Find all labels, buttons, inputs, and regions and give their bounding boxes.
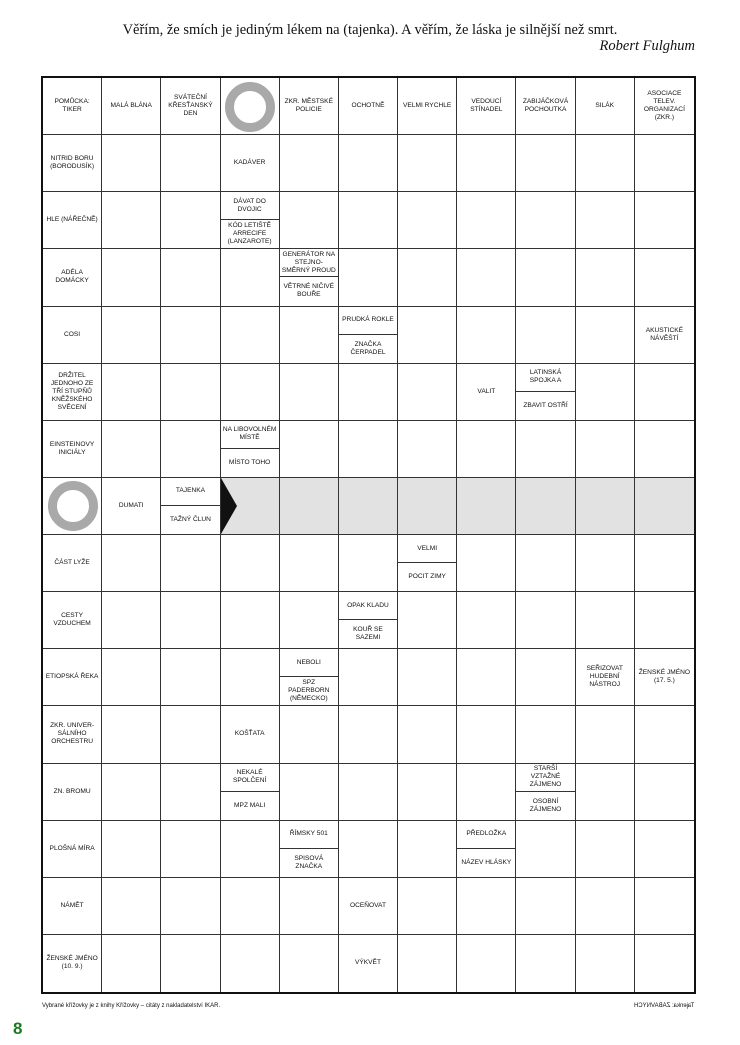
answer-cell[interactable] [221,364,280,421]
answer-cell[interactable] [339,135,398,192]
answer-cell[interactable] [221,592,280,649]
answer-cell[interactable] [576,592,635,649]
clue-text: ZNAČKA ČERPADEL [350,340,386,356]
answer-cell[interactable] [635,821,694,878]
answer-cell[interactable] [398,135,457,192]
clue-cell [221,706,280,763]
answer-cell[interactable] [102,192,161,249]
answer-cell[interactable] [398,364,457,421]
clue-text: VELMI [398,535,456,563]
answer-cell[interactable] [516,535,575,592]
clue-cell [457,78,516,135]
answer-cell[interactable] [576,706,635,763]
answer-cell[interactable] [516,706,575,763]
clue-text: VĚTRNÉ NIČIVÉ BOUŘE [283,283,335,299]
answer-cell[interactable] [576,764,635,821]
ring-icon [48,481,98,531]
answer-cell[interactable] [161,249,220,306]
answer-cell[interactable] [398,935,457,992]
answer-cell[interactable] [339,364,398,421]
answer-cell[interactable] [102,592,161,649]
answer-cell[interactable] [339,249,398,306]
answer-cell[interactable] [457,307,516,364]
answer-cell[interactable] [161,421,220,478]
answer-cell[interactable] [576,249,635,306]
clue-text: STARŠÍ VZTAŽNÉ ZÁJMENO [516,764,574,792]
answer-cell[interactable] [516,421,575,478]
clue-cell [43,421,102,478]
solution-letter-cell[interactable] [516,478,575,535]
clue-text: COSI [64,330,81,338]
clue-cell [43,307,102,364]
solution-letter-cell[interactable] [339,478,398,535]
answer-cell[interactable] [221,535,280,592]
answer-cell[interactable] [280,135,339,192]
answer-cell[interactable] [280,192,339,249]
answer-cell[interactable] [102,706,161,763]
answer-cell[interactable] [516,307,575,364]
clue-text: OCHOTNĚ [351,102,385,110]
clue-cell [43,592,102,649]
answer-cell[interactable] [221,935,280,992]
answer-cell[interactable] [457,649,516,706]
clue-cell [516,764,575,821]
clue-cell [280,78,339,135]
clue-cell [221,192,280,249]
clue-cell [102,78,161,135]
quote-text: Věřím, že smích je jediným lékem na (tajenka). A věřím, že láska je silnější než smrt. [122,22,618,38]
answer-cell[interactable] [280,307,339,364]
answer-cell[interactable] [576,878,635,935]
clue-text: NEKALÉ SPOLČENÍ [221,764,279,792]
answer-cell[interactable] [161,821,220,878]
clue-cell [43,649,102,706]
clue-text: PLOŠNÁ MÍRA [49,844,95,852]
answer-cell[interactable] [457,935,516,992]
clue-text: MALÁ BLÁNA [110,102,152,110]
clue-cell [221,421,280,478]
clue-text: OCEŇOVAT [349,901,386,909]
answer-cell[interactable] [516,935,575,992]
footer-credit: Vybrané křížovky je z knihy Křížovky – citáty z nakladatelství IKAR. [42,1003,221,1009]
footer-solution: Tajenka: ZÁBAVNÝCH [633,1003,694,1009]
clue-text: ETIOPSKÁ ŘEKA [45,673,99,681]
answer-cell[interactable] [102,249,161,306]
answer-cell[interactable] [161,592,220,649]
answer-cell[interactable] [161,192,220,249]
clue-text: MÍSTO TOHO [228,458,271,466]
clue-cell [339,592,398,649]
clue-cell [635,649,694,706]
answer-cell[interactable] [161,535,220,592]
clue-text: KÓD LETIŠTĚ ARRECIFE (LANZAROTE) [227,222,272,246]
answer-cell[interactable] [576,192,635,249]
clue-text: LATINSKÁ SPOJKA A [516,364,574,392]
answer-cell[interactable] [280,421,339,478]
answer-cell[interactable] [635,935,694,992]
answer-cell[interactable] [516,649,575,706]
ring-icon [225,82,275,132]
clue-cell [43,78,102,135]
answer-cell[interactable] [576,307,635,364]
answer-cell[interactable] [457,135,516,192]
clue-text: KOŠŤATA [234,730,265,738]
answer-cell[interactable] [635,249,694,306]
clue-text: TAJENKA [161,478,219,506]
answer-cell[interactable] [161,878,220,935]
clue-cell [43,878,102,935]
answer-cell[interactable] [102,307,161,364]
clue-cell [457,821,516,878]
answer-cell[interactable] [102,421,161,478]
answer-cell[interactable] [457,535,516,592]
answer-cell[interactable] [280,592,339,649]
answer-cell[interactable] [398,307,457,364]
answer-cell[interactable] [516,878,575,935]
answer-cell[interactable] [161,307,220,364]
clue-cell [161,78,220,135]
answer-cell[interactable] [398,821,457,878]
solution-letter-cell[interactable] [398,478,457,535]
answer-cell[interactable] [339,764,398,821]
clue-text: NEBOLI [280,649,338,677]
clue-cell [43,935,102,992]
clue-text: ZN. BROMU [53,787,91,795]
clue-cell [102,478,161,535]
clue-cell [339,935,398,992]
answer-cell[interactable] [161,649,220,706]
clue-text: ŘÍMSKY 501 [280,821,338,849]
answer-cell[interactable] [457,706,516,763]
answer-cell[interactable] [280,935,339,992]
answer-cell[interactable] [398,878,457,935]
answer-cell[interactable] [398,706,457,763]
answer-cell[interactable] [635,706,694,763]
clue-text: SPZ PADERBORN (NĚMECKO) [288,679,330,703]
clue-text: SILÁK [595,102,615,110]
answer-cell[interactable] [457,764,516,821]
clue-cell [516,78,575,135]
answer-cell[interactable] [457,249,516,306]
answer-cell[interactable] [280,706,339,763]
answer-cell[interactable] [102,935,161,992]
answer-cell[interactable] [635,421,694,478]
clue-cell [635,307,694,364]
answer-cell[interactable] [280,364,339,421]
clue-text: SPISOVÁ ZNAČKA [294,854,324,870]
clue-text: ZKR. UNIVER-SÁLNÍHO ORCHESTRU [50,722,95,746]
answer-cell[interactable] [635,764,694,821]
answer-cell[interactable] [339,421,398,478]
solution-letter-cell[interactable] [457,478,516,535]
clue-text: PŘEDLOŽKA [457,821,515,849]
clue-text: VALIT [477,387,496,395]
clue-text: ZKR. MĚSTSKÉ POLICIE [284,98,333,114]
arrow-right-icon [221,478,237,534]
clue-cell [339,307,398,364]
answer-cell[interactable] [161,135,220,192]
answer-cell[interactable] [576,135,635,192]
clue-cell [457,364,516,421]
clue-text: MPZ MALI [234,801,266,809]
answer-cell[interactable] [280,878,339,935]
answer-cell[interactable] [635,135,694,192]
clue-text: OSOBNÍ ZÁJMENO [529,797,562,813]
clue-text: EINSTEINOVY INICIÁLY [49,440,95,456]
answer-cell[interactable] [576,535,635,592]
quote-author: Robert Fulghum [599,38,695,54]
clue-cell [576,649,635,706]
answer-cell[interactable] [457,592,516,649]
clue-text: ŽENSKÉ JMÉNO (10. 9.) [46,955,98,971]
answer-cell[interactable] [102,535,161,592]
clue-cell [280,821,339,878]
clue-text: DRŽITEL JEDNOHO ZE TŘÍ STUPŇŮ KNĚŽSKÉHO SVĚCENÍ [50,371,94,411]
clue-cell [339,78,398,135]
clue-text: NITRID BORU (BORODUSÍK) [50,155,95,171]
answer-cell[interactable] [635,535,694,592]
answer-cell[interactable] [280,764,339,821]
answer-cell[interactable] [516,249,575,306]
answer-cell[interactable] [516,135,575,192]
answer-cell[interactable] [161,706,220,763]
clue-cell [43,135,102,192]
clue-text: HLE (NÁŘEČNĚ) [46,216,98,224]
clue-cell [221,135,280,192]
answer-cell[interactable] [221,307,280,364]
clue-text: POMŮCKA: TIKER [54,98,90,114]
answer-cell[interactable] [221,249,280,306]
clue-text: VÝKVĚT [354,959,381,967]
clue-text: NÁZEV HLÁSKY [461,858,512,866]
clue-text: AKUSTICKÉ NÁVĚŠTÍ [645,326,684,342]
clue-cell [43,535,102,592]
answer-cell[interactable] [516,821,575,878]
clue-text: ŽENSKÉ JMÉNO (17. 5.) [638,669,691,685]
clue-text: DÁVAT DO DVOJIC [221,192,279,220]
answer-cell[interactable] [457,192,516,249]
clue-cell [43,249,102,306]
clue-text: KOUŘ SE SAZEMI [353,626,383,642]
crossword-grid [41,76,696,994]
answer-cell[interactable] [457,878,516,935]
answer-cell[interactable] [398,649,457,706]
answer-cell[interactable] [221,878,280,935]
clue-cell [43,706,102,763]
answer-cell[interactable] [516,592,575,649]
answer-cell[interactable] [398,249,457,306]
clue-cell [398,535,457,592]
answer-cell[interactable] [398,421,457,478]
answer-cell[interactable] [398,764,457,821]
answer-cell[interactable] [576,421,635,478]
clue-text: DUMATI [118,501,144,509]
answer-cell[interactable] [516,192,575,249]
answer-cell[interactable] [221,821,280,878]
clue-cell [280,649,339,706]
clue-cell [43,364,102,421]
clue-cell [280,249,339,306]
clue-text: POCIT ZIMY [408,573,446,581]
answer-cell[interactable] [635,364,694,421]
clue-cell [161,478,220,535]
clue-text: KADÁVER [233,159,266,167]
answer-cell[interactable] [339,535,398,592]
answer-cell[interactable] [457,421,516,478]
clue-text: GENERÁTOR NA STEJNO-SMĚRNÝ PROUD [280,249,338,277]
answer-cell[interactable] [102,878,161,935]
clue-text: VELMI RYCHLE [403,102,452,110]
solution-letter-cell[interactable] [576,478,635,535]
answer-cell[interactable] [339,706,398,763]
clue-text: ČÁST LYŽE [54,559,90,567]
answer-cell[interactable] [161,935,220,992]
clue-cell [516,364,575,421]
answer-cell[interactable] [102,649,161,706]
clue-text: ASOCIACE TELEV. ORGANIZACÍ (ZKR.) [643,90,685,122]
clue-text: NÁMĚT [60,901,84,909]
clue-text: SVÁTEČNÍ KŘESŤANSKÝ DEN [168,94,213,118]
clue-cell [635,78,694,135]
clue-cell [43,764,102,821]
clue-text: OPAK KLADU [339,592,397,620]
clue-text: NA LIBOVOLNÉM MÍSTĚ [221,421,279,449]
answer-cell[interactable] [398,192,457,249]
page-number: 8 [13,1019,23,1038]
clue-text: VEDOUCÍ STÍNADEL [470,98,503,114]
clue-text: TAŽNÝ ČLUN [169,515,211,523]
answer-cell[interactable] [102,364,161,421]
answer-cell[interactable] [102,821,161,878]
answer-cell[interactable] [635,592,694,649]
answer-cell[interactable] [339,192,398,249]
answer-cell[interactable] [576,821,635,878]
answer-cell[interactable] [576,935,635,992]
clue-cell [43,821,102,878]
clue-cell [576,78,635,135]
answer-cell[interactable] [161,364,220,421]
answer-cell[interactable] [398,592,457,649]
answer-cell[interactable] [102,764,161,821]
answer-cell[interactable] [221,649,280,706]
answer-cell[interactable] [339,821,398,878]
clue-text: ZBAVIT OSTŘÍ [523,401,568,409]
clue-text: CESTY VZDUCHEM [53,612,91,628]
clue-text: PRUDKÁ ROKLE [339,307,397,335]
answer-cell[interactable] [635,192,694,249]
clue-cell [43,192,102,249]
clue-text: ADÉLA DOMÁCKY [55,269,89,285]
answer-cell[interactable] [635,878,694,935]
clue-cell [221,764,280,821]
solution-letter-cell[interactable] [635,478,694,535]
answer-cell[interactable] [161,764,220,821]
answer-cell[interactable] [280,535,339,592]
answer-cell[interactable] [339,649,398,706]
answer-cell[interactable] [102,135,161,192]
clue-cell [398,78,457,135]
solution-letter-cell[interactable] [280,478,339,535]
clue-text: ZABIJÁČKOVÁ POCHOUTKA [522,98,569,114]
answer-cell[interactable] [576,364,635,421]
clue-cell [339,878,398,935]
clue-text: SEŘIZOVAT HUDEBNÍ NÁSTROJ [586,665,623,689]
